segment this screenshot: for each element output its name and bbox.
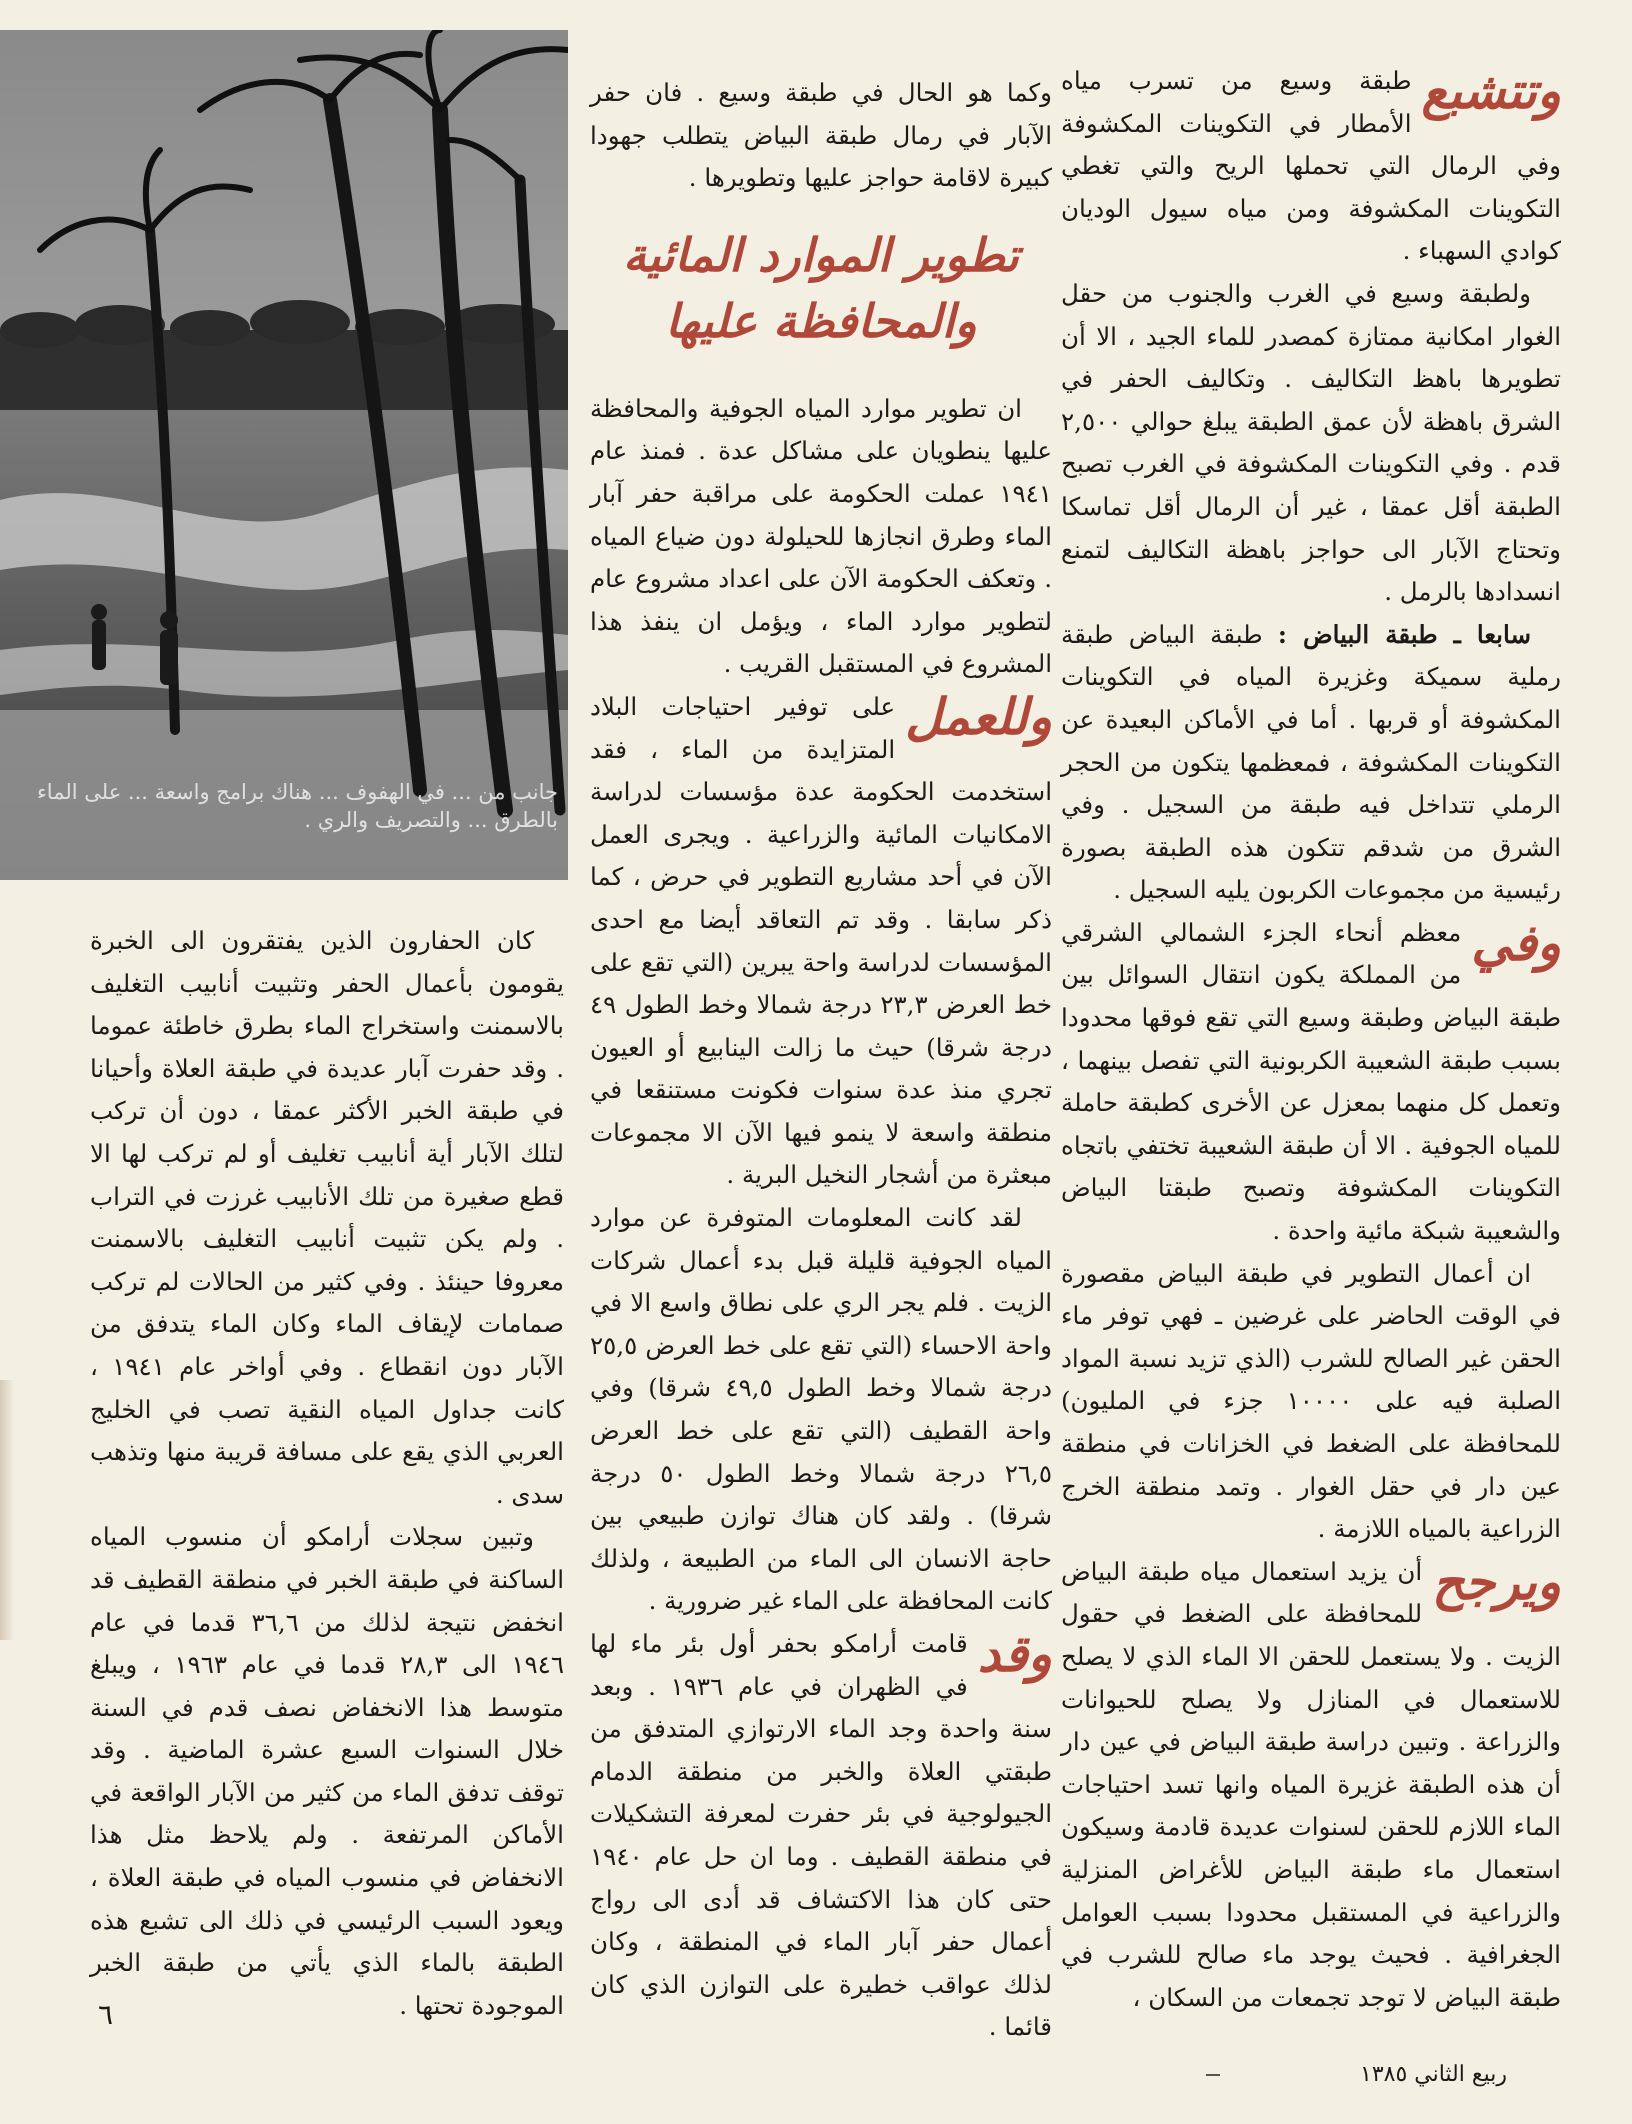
photo-illustration	[0, 30, 568, 880]
paragraph: ان أعمال التطوير في طبقة البياض مقصورة في الوقت الحاضر على غرضين ـ فهي توفر ماء الحقن غير الصالح للشرب (الذي تزيد نسبة المواد الصلبة فيه على ١٠٠٠٠ جزء في المليون) للمحافظة على الضغط في الخزانات في منطقة عين دار في حقل الغوار . وتمد منطقة الخرج الزراعية بالمياه اللازمة .	[1061, 1258, 1561, 1544]
footer-divider	[1206, 2074, 1220, 2076]
paragraph	[590, 1623, 1052, 2049]
paragraph: كان الحفارون الذين يفتقرون الى الخبرة يقومون بأعمال الحفر وتثبيت أنابيب التغليف بالاسمنت واستخراج الماء بطرق خاطئة عموما . وقد حفرت آبار عديدة في طبقة العلاة وأحيانا في طبقة الخبر الأكثر عمقا ، دون أن تركب لتلك الآبار أية أنابيب تغليف أو لم تركب لها الا قطع صغيرة من تلك الأنابيب غرزت في التراب . ولم يكن تثبيت أنابيب التغليف بالاسمنت معروفا حينئذ . وفي كثير من الحالات لم تركب صمامات لإيقاف الماء وكان الماء يتدفق من الآبار دون انقطاع . وفي أواخر عام ١٩٤١ ، كانت جداول المياه النقية تصب في الخليج العربي الذي يقع على مسافة قريبة منها وتذهب سدى .	[90, 926, 564, 1509]
paragraph-text: طبقة البياض طبقة رملية سميكة وغزيرة المياه في التكوينات المكشوفة أو قربها . أما في الأماكن البعيدة عن التكوينات المكشوفة ، فمعظمها يتكون من الحجر الرملي تتداخل فيه طبقة من السجيل . وفي الشرق من شدقم تتكون هذه الطبقة بصورة رئيسية من مجموعات الكربون يليه السجيل .	[1061, 619, 1561, 905]
paragraph	[1061, 1551, 1561, 2020]
paragraph: ولطبقة وسيع في الغرب والجنوب من حقل الغوار امكانية ممتازة كمصدر للماء الجيد ، الا أن تطويرها باهظ التكاليف . وتكاليف الحفر في الشرق باهظة لأن عمق الطبقة يبلغ حوالي ٢,٥٠٠ قدم . وفي التكوينات المكشوفة في الغرب تصبح الطبقة أقل عمقا ، غير أن الرمال أقل تماسكا وتحتاج الآبار الى حواجز باهظة التكاليف لتمنع انسدادها بالرمل .	[1061, 278, 1561, 607]
drop-word: وتتشبع	[1421, 61, 1561, 120]
drop-word: وقد	[977, 1624, 1052, 1683]
paragraph: لقد كانت المعلومات المتوفرة عن موارد المياه الجوفية قليلة قبل بدء أعمال شركات الزيت . فلم يجر الري على نطاق واسع الا في واحة الاحساء (التي تقع على خط العرض ٢٥,٥ درجة شمالا وخط الطول ٤٩,٥ شرقا) وفي واحة القطيف (التي تقع على خط العرض ٢٦,٥ درجة شمالا وخط الطول ٥٠ درجة شرقا) . ولقد كان هناك توازن طبيعي بين حاجة الانسان الى الماء من الطبيعة ، ولذلك كانت المحافظة على الماء غير ضرورية .	[590, 1203, 1052, 1616]
paragraph	[1061, 614, 1561, 912]
drop-word: ويرجح	[1432, 1551, 1561, 1611]
photo-caption: جانب من ... في الهفوف ... هناك برامج واسعة ... على الماء بالطرق ... والتصريف والري .	[36, 780, 558, 832]
paragraph: وتبين سجلات أرامكو أن منسوب المياه الساكنة في طبقة الخبر في منطقة القطيف قد انخفض نتيجة لذلك من ٣٦,٦ قدما في عام ١٩٤٦ الى ٢٨,٣ قدما في عام ١٩٦٣ ، ويبلغ متوسط هذا الانخفاض نصف قدم في السنة خلال السنوات السبع عشرة الماضية . وقد توقف تدفق الماء من كثير من الآبار الواقعة في الأماكن المرتفعة . ولم يلاحظ مثل هذا الانخفاض في منسوب المياه في طبقة العلاة ، ويعود السبب الرئيسي في ذلك الى تشبع هذه الطبقة بالماء الذي يأتي من طبقة الخبر الموجودة تحتها .	[90, 1522, 564, 2020]
paragraph	[1061, 60, 1561, 273]
paragraph-text: معظم أنحاء الجزء الشمالي الشرقي من المملكة يكون انتقال السوائل بين طبقة البياض وطبقة وسيع التي تقع فوقها محدودا بسبب طبقة الشعيبة الكربونية التي تفصل بينهما ، وتعمل كل منهما بمعزل عن الأخرى كطبقة حاملة للمياه الجوفية . الا أن طبقة الشعيبة تختفي باتجاه التكوينات المكشوفة وتصبح طبقتا البياض والشعيبة شبكة مائية واحدة .	[1061, 917, 1561, 1246]
article-column-right	[1061, 60, 1561, 2019]
page-number: ٦	[98, 1998, 114, 2031]
paragraph	[1061, 912, 1561, 1253]
paragraph-text: قامت أرامكو بحفر أول بئر ماء لها في الظهران في عام ١٩٣٦ . وبعد سنة واحدة وجد الماء الارتوازي المتدفق من طبقتي العلاة والخبر من منطقة الدمام الجيولوجية في بئر حفرت لمعرفة التشكيلات في منطقة القطيف . وما ان حل عام ١٩٤٠ حتى كان هذا الاكتشاف قد أدى الى رواج أعمال حفر آبار الماء في المنطقة ، وكان لذلك عواقب خطيرة على التوازن الذي كان قائما .	[590, 1629, 1052, 2042]
paragraph-text: طبقة وسيع من تسرب مياه الأمطار في التكوينات المكشوفة وفي الرمال التي تحملها الريح والتي تغطي التكوينات المكشوفة ومن مياه سيول الوديان كوادي السهباء .	[1061, 66, 1561, 266]
drop-word: وفي	[1471, 912, 1561, 972]
article-column-middle	[590, 72, 1052, 2049]
paragraph-text: على توفير احتياجات البلاد المتزايدة من الماء ، فقد استخدمت الحكومة عدة مؤسسات لدراسة الامكانيات المائية والزراعية . ويجرى العمل الآن في أحد مشاريع التطوير في حرض ، كما ذكر سابقا . وقد تم التعاقد أيضا مع احدى المؤسسات لدراسة واحة يبرين (التي تقع على خط العرض ٢٣,٣ درجة شمالا وخط الطول ٤٩ درجة شرقا) حيث ما زالت الينابيع أو العيون تجري منذ عدة سنوات فكونت مستنقعا في منطقة واسعة لا ينمو فيها الآن الا مجموعات مبعثرة من أشجار النخيل البرية .	[590, 691, 1052, 1190]
article-column-left	[90, 920, 564, 2027]
palm-oasis-photo	[0, 30, 568, 880]
paragraph-text: أن يزيد استعمال مياه طبقة البياض للمحافظة على الضغط في حقول الزيت . ولا يستعمل للحقن الا الماء الذي لا يصلح للاستعمال في المنازل ولا يصلح للحيوانات والزراعة . وتبين دراسة طبقة البياض في عين دار أن هذه الطبقة غزيرة المياه وانها تسد احتياجات الماء اللازم للحقن لسنوات عديدة قادمة وسيكون استعمال ماء طبقة البياض للأغراض المنزلية والزراعية في المستقبل محدودا بسبب العوامل الجغرافية . فحيث يوجد ماء صالح للشرب في طبقة البياض لا توجد تجمعات من السكان ،	[1061, 1556, 1561, 2012]
section-title: تطوير الموارد المائية والمحافظة عليها	[623, 227, 1019, 348]
drop-word: وللعمل	[905, 686, 1052, 746]
issue-date: ربيع الثاني ١٣٨٥	[1360, 2062, 1507, 2087]
paragraph	[590, 686, 1052, 1197]
page-edge-stain	[0, 1380, 14, 1640]
paragraph: ان تطوير موارد المياه الجوفية والمحافظة عليها ينطويان على مشاكل عدة . فمنذ عام ١٩٤١ عملت الحكومة على مراقبة حفر آبار الماء وطرق انجازها للحيلولة دون ضياع المياه . وتعكف الحكومة الآن على اعداد مشروع عام لتطوير موارد الماء ، ويؤمل ان ينفذ هذا المشروع في المستقبل القريب .	[590, 393, 1052, 679]
section-lead: سابعا ـ طبقة البياض :	[1277, 619, 1531, 649]
paragraph: وكما هو الحال في طبقة وسيع . فان حفر الآبار في رمال طبقة البياض يتطلب جهودا كبيرة لاقامة حواجز عليها وتطويرها .	[590, 78, 1052, 193]
